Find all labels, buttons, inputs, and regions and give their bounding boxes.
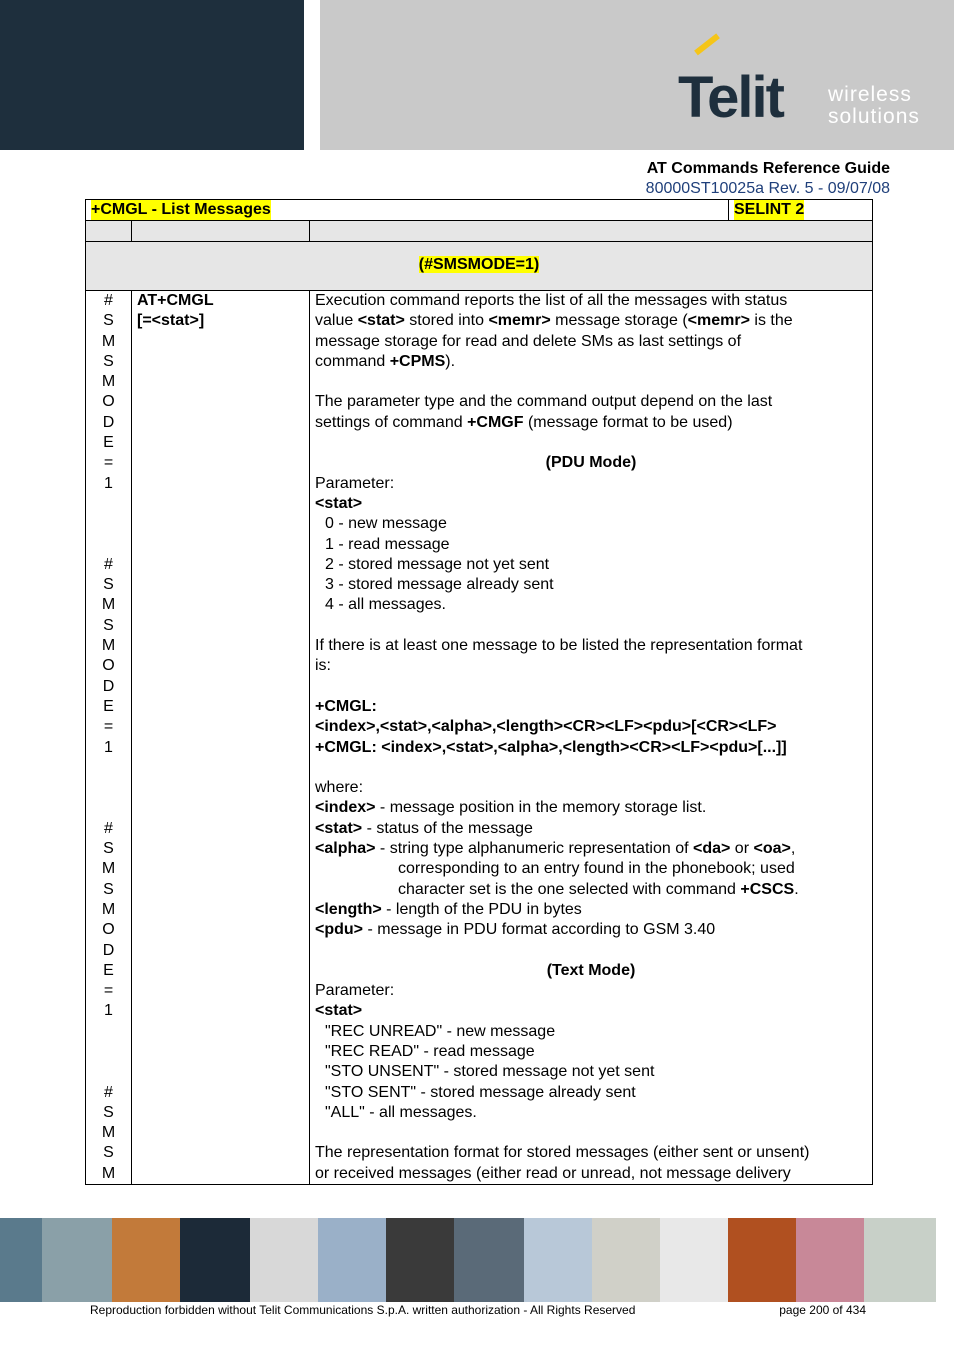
side-label-char: # <box>104 819 113 837</box>
footer-photo-strip <box>0 1218 954 1302</box>
command-title: +CMGL - List Messages <box>91 201 271 218</box>
desc-line: Execution command reports the list of all the messages with status <box>315 292 788 309</box>
mode-banner: (#SMSMODE=1) <box>418 256 540 273</box>
empty-row <box>86 221 872 242</box>
field-index: <index> - message position in the memory storage list. <box>315 799 707 817</box>
side-label-char <box>86 514 131 534</box>
desc-line: command +CPMS). <box>315 352 456 370</box>
text-mode-heading: (Text Mode) <box>546 961 636 979</box>
side-label-char: S <box>103 312 114 330</box>
side-label-char: 1 <box>104 738 113 756</box>
side-label-char: D <box>102 413 115 431</box>
side-label <box>86 291 131 1184</box>
side-label-char: M <box>101 900 116 918</box>
desc-line: The representation format for stored messages (either sent or unsent) <box>315 1144 810 1162</box>
desc-line: is: <box>315 657 331 675</box>
side-label-char: M <box>101 637 116 655</box>
side-label-char: O <box>102 657 115 675</box>
side-label-char: # <box>104 555 113 573</box>
side-label-char: = <box>103 454 114 472</box>
param-name: <stat> <box>315 494 363 512</box>
command-table <box>85 199 873 1185</box>
desc-line: value <stat> stored into <memr> message storage (<memr> is the <box>315 312 793 330</box>
side-label-char: S <box>103 616 114 634</box>
side-label-char: M <box>101 860 116 878</box>
side-label-char: D <box>102 677 115 695</box>
side-label-char: M <box>101 596 116 614</box>
desc-line: character set is the one selected with command +CSCS. <box>398 880 799 898</box>
stat2-values: "REC UNREAD" - new message "REC READ" - read message "STO UNSENT" - stored message not yet sent "STO SENT" - stored message already sent "ALL" - all messages. <box>325 1022 655 1121</box>
side-label-char: D <box>102 941 115 959</box>
field-pdu: <pdu> - message in PDU format according to GSM 3.40 <box>315 921 716 939</box>
side-label-char: E <box>103 961 114 979</box>
desc-line: message storage for read and delete SMs as last settings of <box>315 332 742 350</box>
side-label-char <box>86 1042 131 1062</box>
desc-line: The parameter type and the command output depend on the last <box>315 393 773 411</box>
command-params: [=<stat>] <box>137 312 205 330</box>
side-label-char <box>86 798 131 818</box>
side-label-char: E <box>103 697 114 715</box>
side-label-char <box>86 494 131 514</box>
logo-tagline-2: solutions <box>828 105 920 128</box>
side-label-char <box>86 535 131 555</box>
selint-badge: SELINT 2 <box>734 201 805 218</box>
desc-line: If there is at least one message to be listed the representation format <box>315 637 803 655</box>
logo-tagline-1: wireless <box>828 83 912 106</box>
desc-line: Parameter: <box>315 474 395 492</box>
side-label-char: M <box>101 332 116 350</box>
side-label-char: 1 <box>104 1002 113 1020</box>
side-label-char <box>86 1022 131 1042</box>
desc-line: where: <box>315 779 364 797</box>
mode-banner-row <box>86 242 872 291</box>
side-label-char: = <box>103 982 114 1000</box>
side-label-char: S <box>103 576 114 594</box>
side-label-char <box>86 758 131 778</box>
logo-brand: Telit <box>678 65 783 130</box>
param-name: <stat> <box>315 1002 363 1020</box>
desc-line: or received messages (either read or unread, not message delivery <box>315 1164 791 1182</box>
side-label-char: M <box>101 373 116 391</box>
field-length: <length> - length of the PDU in bytes <box>315 900 582 918</box>
side-label-char <box>86 778 131 798</box>
side-label-char: # <box>104 1083 113 1101</box>
doc-subtitle: 80000ST10025a Rev. 5 - 09/07/08 <box>645 180 890 197</box>
format-line: +CMGL: <index>,<stat>,<alpha>,<length><CR><LF><pdu>[...]] <box>315 738 787 756</box>
desc-line: settings of command +CMGF (message format to be used) <box>315 413 733 431</box>
side-label-char: S <box>103 880 114 898</box>
desc-line: corresponding to an entry found in the phonebook; used <box>398 860 795 878</box>
side-label-char: = <box>103 718 114 736</box>
desc-line: Parameter: <box>315 982 395 1000</box>
side-label-char: S <box>103 1103 114 1121</box>
command-cell <box>137 291 214 332</box>
format-line: +CMGL: <box>315 697 377 715</box>
side-label-char: O <box>102 921 115 939</box>
side-label-char: S <box>103 352 114 370</box>
pdu-mode-heading: (PDU Mode) <box>545 454 637 472</box>
side-label-char: O <box>102 393 115 411</box>
stat-values: 0 - new message 1 - read message 2 - stored message not yet sent 3 - stored message already sent 4 - all messages. <box>325 515 554 614</box>
page-number: page 200 of 434 <box>779 1303 866 1317</box>
description-cell <box>315 291 867 1184</box>
format-line: <index>,<stat>,<alpha>,<length><CR><LF><pdu>[<CR><LF> <box>315 718 777 736</box>
side-label-char: M <box>101 1164 116 1182</box>
side-label-char: # <box>104 292 113 309</box>
field-alpha: <alpha> - string type alphanumeric representation of <da> or <oa>, <box>315 840 796 858</box>
side-label-char: E <box>103 434 114 452</box>
side-label-char: S <box>103 840 114 858</box>
doc-title: AT Commands Reference Guide <box>646 160 890 177</box>
side-label-char: M <box>101 1124 116 1142</box>
side-label-char: S <box>103 1144 114 1162</box>
side-label-char <box>86 1062 131 1082</box>
title-row <box>86 200 872 221</box>
field-stat: <stat> - status of the message <box>315 819 533 837</box>
header-dark-panel <box>0 0 304 150</box>
footer-notice: Reproduction forbidden without Telit Communications S.p.A. written authorization - All Rights Reserved <box>90 1303 636 1317</box>
side-label-char: 1 <box>104 474 113 492</box>
command-name: AT+CMGL <box>137 292 214 309</box>
